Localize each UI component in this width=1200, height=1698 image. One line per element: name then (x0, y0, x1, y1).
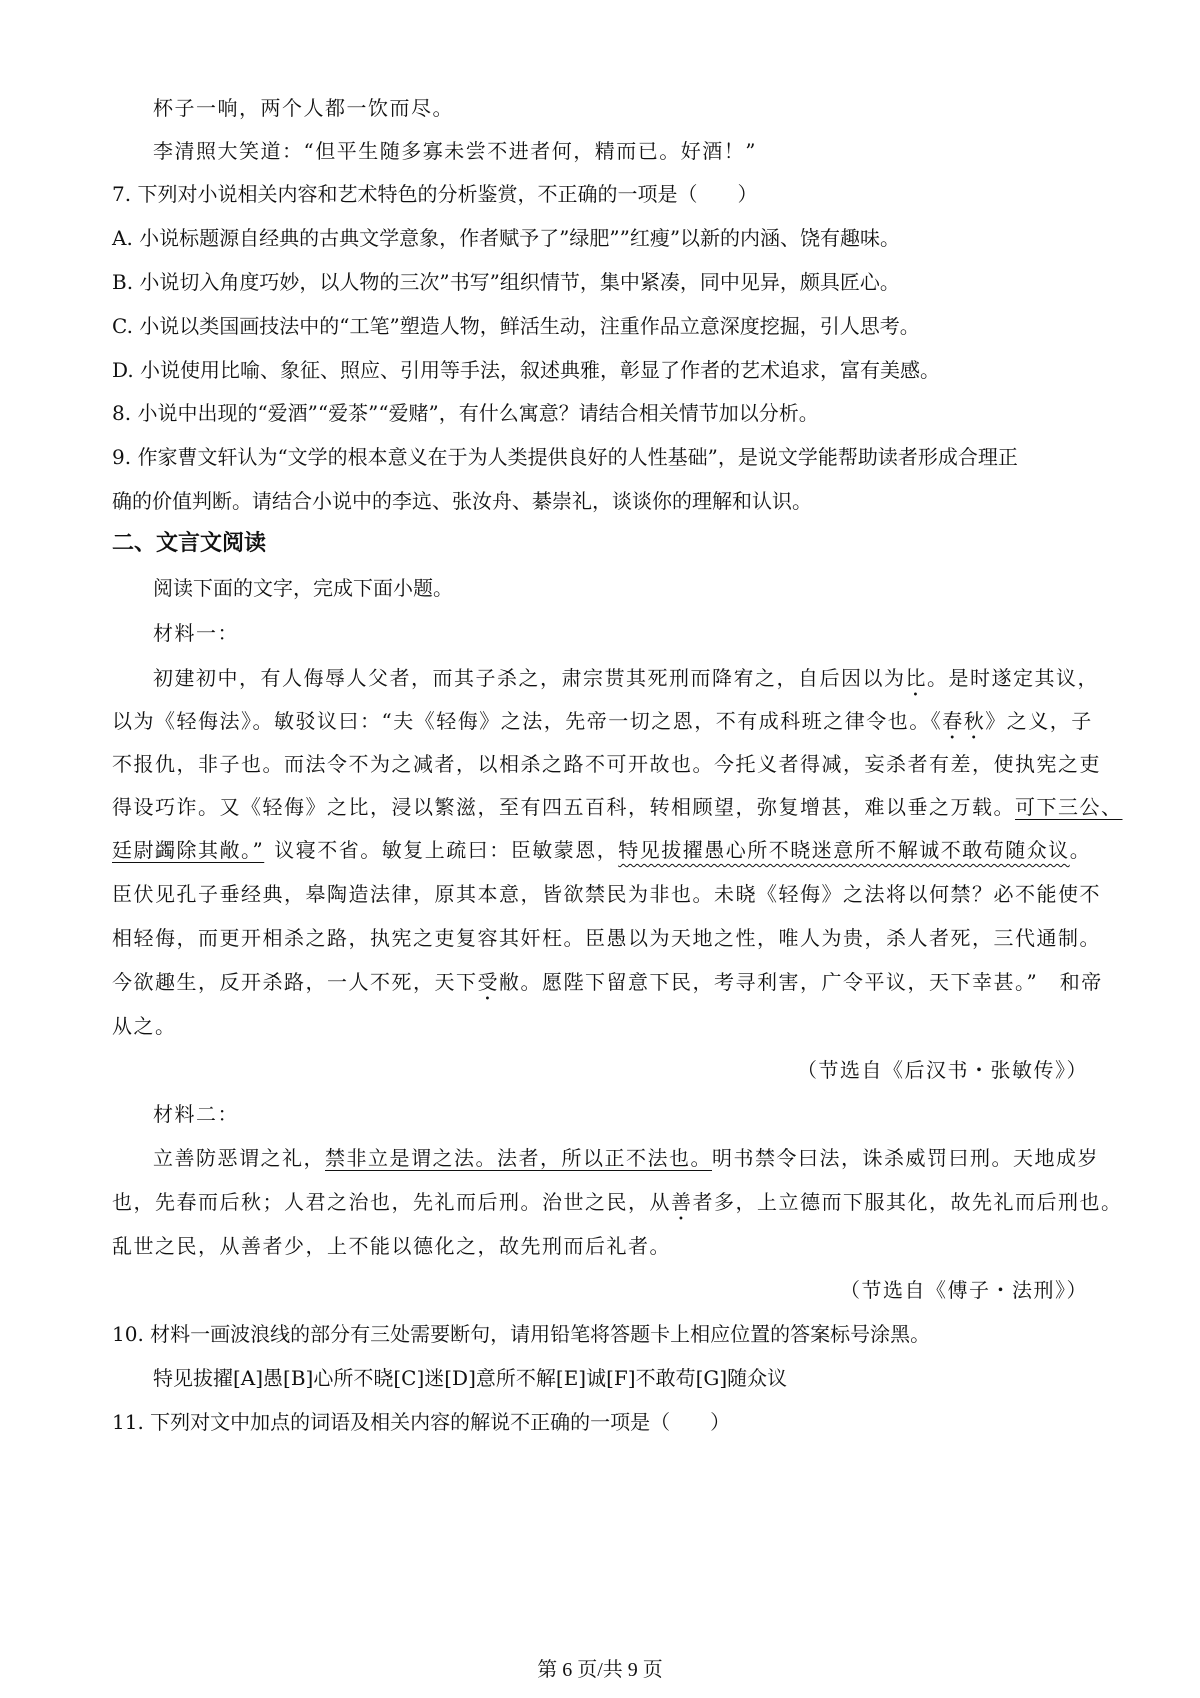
dotted-word: 受 (477, 970, 499, 994)
material-1-label: 材料一： (153, 621, 239, 645)
material-1-line: 臣伏见孔子垂经典，皋陶造法律，原其本意，皆欲禁民为非也。未晓《轻侮》之法将以何禁？必不能使不 (112, 882, 1101, 906)
material-2-line: 也，先春而后秋；人君之治也，先礼而后刑。治世之民，从善者多，上立德而下服其化，故先礼而后刑也。 (112, 1190, 1123, 1214)
material-2-line: 立善防恶谓之礼，禁非立是谓之法。法者，所以正不法也。明书禁令曰法，诛杀威罚曰刑。天地成岁 (153, 1146, 1099, 1170)
material-1-line: 以为《轻侮法》。敏驳议曰：“夫《轻侮》之法，先帝一切之恩，不有成科班之律令也。《春秋》之义，子 (112, 709, 1093, 733)
question-7-option-d: D. 小说使用比喻、象征、照应、引用等手法，叙述典雅，彰显了作者的艺术追求，富有美感。 (112, 358, 941, 382)
page-number: 第 6 页/共 9 页 (537, 1659, 663, 1681)
material-1-line: 今欲趣生，反开杀路，一人不死，天下受敝。愿陛下留意下民，考寻利害，广令平议，天下幸甚。” 和帝 (112, 970, 1103, 994)
section-instruction: 阅读下面的文字，完成下面小题。 (153, 576, 453, 600)
section-heading: 二、文言文阅读 (112, 531, 267, 556)
underlined-passage: 可下三公、 (1015, 795, 1123, 819)
question-10-stem: 10. 材料一画波浪线的部分有三处需要断句，请用铅笔将答题卡上相应位置的答案标号涂黑。 (112, 1322, 931, 1346)
material-1-line: 从之。 (112, 1014, 177, 1038)
question-7-option-b: B. 小说切入角度巧妙，以人物的三次”书写”组织情节，集中紧凑，同中见异，颇具匠心。 (112, 270, 900, 294)
material-1-line: 不报仇，非子也。而法令不为之减者，以相杀之路不可开故也。今托义者得减，妄杀者有差，使执宪之吏 (112, 752, 1101, 776)
material-1-line: 廷尉蠲除其敞。” 议寝不省。敏复上疏曰：臣敏蒙恩，特见拔擢愚心所不晓迷意所不解诚不敢苟随众议。 (112, 838, 1092, 862)
material-1-line: 相轻侮，而更开相杀之路，执宪之吏复容其奸枉。臣愚以为天地之性，唯人为贵，杀人者死，三代通制。 (112, 926, 1101, 950)
question-7-option-c: C. 小说以类国画技法中的“工笔”塑造人物，鲜活生动，注重作品立意深度挖掘，引人思考。 (112, 314, 920, 338)
dotted-word: 《春秋》 (930, 709, 1007, 733)
story-line: 杯子一响，两个人都一饮而尽。 (153, 96, 454, 120)
material-1-line: 得设巧诈。又《轻侮》之比，浸以繁滋，至有四五百科，转相顾望，弥复增甚，难以垂之万载。可下三公、 (112, 795, 1123, 819)
question-10-sentence: 特见拔擢[A]愚[B]心所不晓[C]迷[D]意所不解[E]诚[F]不敢苟[G]随众议 (153, 1366, 788, 1390)
question-11-stem: 11. 下列对文中加点的词语及相关内容的解说不正确的一项是（ ） (112, 1410, 731, 1434)
dotted-word: 善 (671, 1190, 693, 1214)
wavy-underlined-passage: 特见拔擢愚心所不晓迷意所不解诚不敢苟随众议 (618, 838, 1070, 862)
material-2-source: （节选自《傅子・法刑》） (840, 1278, 1088, 1302)
underlined-passage: 廷尉蠲除其敞。” (112, 838, 265, 862)
question-9-line: 9. 作家曹文轩认为“文学的根本意义在于为人类提供良好的人性基础”，是说文学能帮助读者形成合理正 (112, 445, 1018, 469)
material-2-label: 材料二： (153, 1102, 239, 1126)
underlined-passage: 禁非立是谓之法。法者，所以正不法也。 (325, 1146, 712, 1170)
dotted-word: 比 (905, 666, 927, 690)
story-line: 李清照大笑道：“但平生随多寡未尝不进者何，精而已。好酒！” (153, 139, 757, 163)
material-1-line: 初建初中，有人侮辱人父者，而其子杀之，肃宗贳其死刑而降宥之，自后因以为比。是时遂定其议， (153, 666, 1099, 690)
material-1-source: （节选自《后汉书・张敏传》） (797, 1058, 1088, 1082)
material-2-line: 乱世之民，从善者少，上不能以德化之，故先刑而后礼者。 (112, 1234, 671, 1258)
question-7-stem: 7. 下列对小说相关内容和艺术特色的分析鉴赏，不正确的一项是（ ） (112, 182, 758, 206)
question-9-line: 确的价值判断。请结合小说中的李迒、张汝舟、綦崇礼，谈谈你的理解和认识。 (112, 489, 812, 513)
question-8: 8. 小说中出现的“爱酒”“爱茶”“爱赌”，有什么寓意？请结合相关情节加以分析。 (112, 401, 819, 425)
question-7-option-a: A. 小说标题源自经典的古典文学意象，作者赋予了”绿肥””红瘦”以新的内涵、饶有趣味。 (112, 226, 901, 250)
